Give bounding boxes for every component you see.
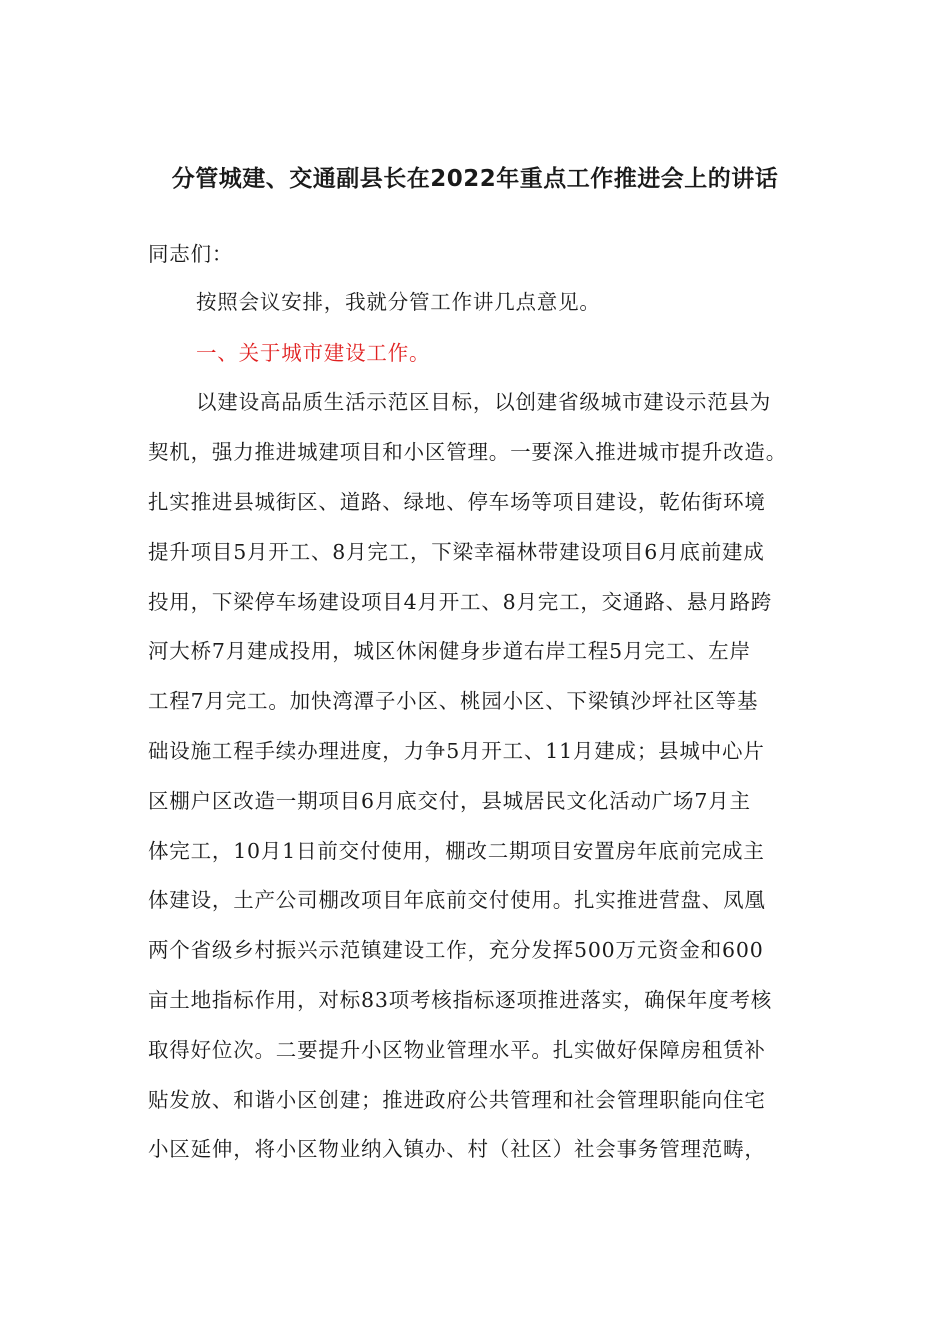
document-title: 分管城建、交通副县长在2022年重点工作推进会上的讲话 xyxy=(171,166,779,192)
body-line: 工程7月完工。加快湾潭子小区、桃园小区、下梁镇沙坪社区等基 xyxy=(148,689,759,713)
body-line: 贴发放、和谐小区创建；推进政府公共管理和社会管理职能向住宅 xyxy=(148,1088,766,1112)
body-line: 扎实推进县城街区、道路、绿地、停车场等项目建设，乾佑街环境 xyxy=(148,490,766,514)
salutation: 同志们： xyxy=(148,242,234,266)
body-line: 取得好位次。二要提升小区物业管理水平。扎实做好保障房租赁补 xyxy=(148,1038,766,1062)
body-line: 区棚户区改造一期项目6月底交付，县城居民文化活动广场7月主 xyxy=(148,789,751,813)
body-line: 以建设高品质生活示范区目标，以创建省级城市建设示范县为 xyxy=(196,390,772,414)
intro-paragraph: 按照会议安排，我就分管工作讲几点意见。 xyxy=(196,290,601,314)
body-line: 投用，下梁停车场建设项目4月开工、8月完工，交通路、悬月路跨 xyxy=(148,590,773,614)
body-line: 础设施工程手续办理进度，力争5月开工、11月建成；县城中心片 xyxy=(148,739,765,763)
body-line: 两个省级乡村振兴示范镇建设工作，充分发挥500万元资金和600 xyxy=(148,938,764,962)
section-heading: 一、关于城市建设工作。 xyxy=(196,341,431,365)
body-line: 亩土地指标作用，对标83项考核指标逐项推进落实，确保年度考核 xyxy=(148,988,773,1012)
body-line: 小区延伸，将小区物业纳入镇办、村（社区）社会事务管理范畴， xyxy=(148,1137,766,1161)
body-line: 河大桥7月建成投用，城区休闲健身步道右岸工程5月完工、左岸 xyxy=(148,639,751,663)
body-line: 体完工，10月1日前交付使用，棚改二期项目安置房年底前完成主 xyxy=(148,839,765,863)
body-line: 提升项目5月开工、8月完工，下梁幸福林带建设项目6月底前建成 xyxy=(148,540,765,564)
body-line: 体建设，土产公司棚改项目年底前交付使用。扎实推进营盘、凤凰 xyxy=(148,888,766,912)
body-line: 契机，强力推进城建项目和小区管理。一要深入推进城市提升改造。 xyxy=(148,440,787,464)
